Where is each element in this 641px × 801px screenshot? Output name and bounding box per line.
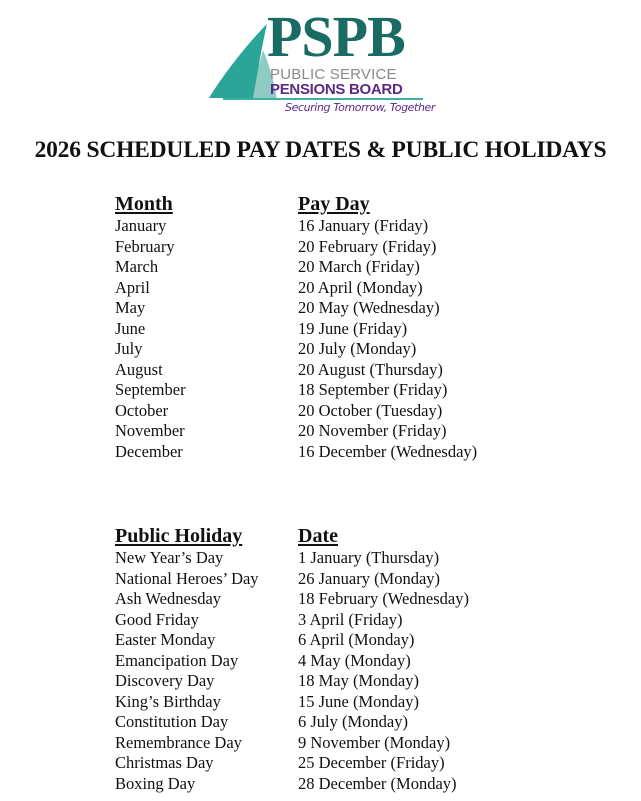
table-row: [115, 442, 535, 463]
payday-cell: 20 July (Monday): [298, 339, 417, 358]
table-row: [115, 278, 535, 299]
date-cell: 6 April (Monday): [298, 630, 415, 649]
table-row: [115, 319, 535, 340]
table-row: [115, 630, 535, 651]
payday-cell: 20 November (Friday): [298, 421, 447, 440]
holiday-cell: New Year’s Day: [115, 548, 224, 567]
date-cell: 18 February (Wednesday): [298, 589, 469, 608]
month-cell: February: [115, 236, 175, 256]
month-cell: January: [115, 216, 167, 235]
table-row: [115, 671, 535, 692]
table-row: [115, 610, 535, 631]
table-row: [115, 774, 535, 795]
month-cell: October: [115, 400, 169, 420]
holiday-cell: Easter Monday: [115, 630, 216, 649]
pay-dates-header: [115, 192, 535, 216]
logo-tagline: Securing Tomorrow, Together: [285, 101, 436, 114]
holiday-cell: Good Friday: [115, 609, 199, 629]
month-cell: December: [115, 441, 183, 461]
date-cell: 4 May (Monday): [298, 650, 411, 670]
logo-line-pensions-board: PENSIONS BOARD: [270, 81, 403, 98]
table-row: [115, 237, 535, 258]
public-holidays-header: [115, 524, 535, 548]
payday-cell: 20 August (Thursday): [298, 359, 443, 379]
date-cell: 6 July (Monday): [298, 712, 408, 731]
holiday-cell: Emancipation Day: [115, 650, 239, 670]
month-column-header: Month: [115, 193, 173, 215]
holiday-column-header: Public Holiday: [115, 525, 243, 547]
payday-cell: 19 June (Friday): [298, 318, 408, 338]
payday-cell: 20 March (Friday): [298, 257, 420, 276]
payday-cell: 20 May (Wednesday): [298, 298, 440, 317]
date-cell: 25 December (Friday): [298, 753, 445, 772]
table-row: [115, 216, 535, 237]
month-cell: July: [115, 339, 143, 358]
date-cell: 9 November (Monday): [298, 732, 451, 752]
month-cell: November: [115, 421, 185, 440]
table-row: [115, 548, 535, 569]
table-row: [115, 569, 535, 590]
date-cell: 3 April (Friday): [298, 609, 403, 629]
table-row: [115, 257, 535, 278]
pay-dates-table: [115, 192, 535, 462]
logo-acronym: PSPB: [267, 4, 405, 69]
holiday-cell: King’s Birthday: [115, 691, 221, 711]
payday-cell: 20 February (Friday): [298, 236, 437, 256]
page-title: 2026 SCHEDULED PAY DATES & PUBLIC HOLIDAYS: [34, 137, 607, 163]
logo-divider: [223, 98, 423, 100]
table-row: [115, 298, 535, 319]
table-row: [115, 692, 535, 713]
holiday-cell: Boxing Day: [115, 773, 196, 793]
month-cell: April: [115, 277, 150, 297]
month-cell: May: [115, 298, 146, 317]
date-cell: 1 January (Thursday): [298, 548, 440, 567]
table-row: [115, 589, 535, 610]
table-row: [115, 339, 535, 360]
month-cell: September: [115, 380, 186, 399]
payday-cell: 18 September (Friday): [298, 380, 448, 399]
payday-column-header: Pay Day: [298, 193, 370, 215]
payday-cell: 20 October (Tuesday): [298, 400, 443, 420]
payday-cell: 16 January (Friday): [298, 216, 429, 235]
payday-cell: 16 December (Wednesday): [298, 441, 478, 461]
table-row: [115, 380, 535, 401]
date-cell: 18 May (Monday): [298, 671, 419, 690]
payday-cell: 20 April (Monday): [298, 277, 423, 297]
table-row: [115, 360, 535, 381]
table-row: [115, 753, 535, 774]
logo-line-public-service: PUBLIC SERVICE: [270, 66, 397, 83]
table-row: [115, 651, 535, 672]
table-row: [115, 733, 535, 754]
pspb-logo: [205, 4, 436, 124]
table-row: [115, 401, 535, 422]
holiday-cell: Christmas Day: [115, 753, 214, 772]
month-cell: March: [115, 257, 159, 276]
holiday-cell: Discovery Day: [115, 671, 215, 690]
date-column-header: Date: [298, 525, 338, 547]
holiday-cell: National Heroes’ Day: [115, 568, 259, 588]
date-cell: 15 June (Monday): [298, 691, 419, 711]
month-cell: June: [115, 318, 146, 338]
holiday-cell: Constitution Day: [115, 712, 229, 731]
month-cell: August: [115, 359, 163, 379]
holiday-cell: Remembrance Day: [115, 732, 242, 752]
public-holidays-table: [115, 524, 535, 794]
holiday-cell: Ash Wednesday: [115, 589, 222, 608]
table-row: [115, 712, 535, 733]
date-cell: 26 January (Monday): [298, 568, 441, 588]
table-row: [115, 421, 535, 442]
date-cell: 28 December (Monday): [298, 773, 457, 793]
